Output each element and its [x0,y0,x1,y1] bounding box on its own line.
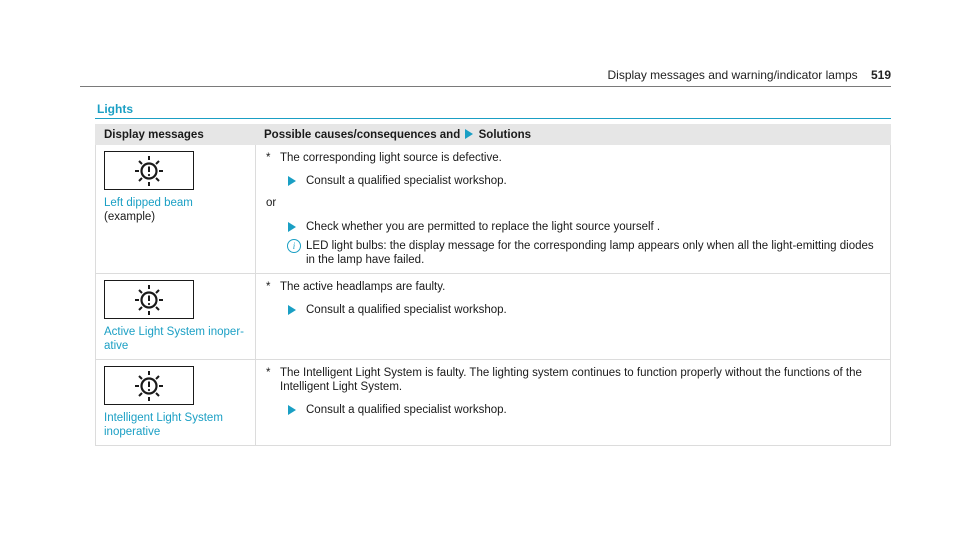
cause-line [266,280,880,294]
arrow-right-icon [288,176,296,186]
note-line [266,239,880,267]
table-row [96,274,891,360]
light-fault-icon [104,151,194,190]
solution-cell [256,274,891,360]
top-rule [80,86,891,87]
cause-text: The Intelligent Light System is faulty. The lighting system continues to function properly without the functions of the Intelligent Light System. [280,367,862,393]
cause-line [266,366,880,394]
action-line [266,174,880,188]
arrow-right-icon [288,222,296,232]
solution-cell [256,360,891,446]
arrow-right-icon [288,405,296,415]
message-cell [96,274,256,360]
section-title: Lights [97,102,133,116]
info-icon: i [287,239,301,253]
action-line [266,220,880,234]
col-display-messages: Display messages [96,125,256,145]
action-text: Check whether you are permitted to replace the light source yourself . [306,221,661,233]
section-rule [95,118,891,119]
col-causes-solutions: Possible causes/consequences and Solutions [256,125,891,145]
light-fault-icon [104,280,194,319]
cause-line [266,151,880,165]
arrow-right-icon [288,305,296,315]
solution-cell [256,145,891,274]
table-row [96,145,891,274]
action-text: Consult a qualified specialist workshop. [306,304,507,316]
message-cell [96,360,256,446]
or-text: or [266,197,277,209]
display-messages-table [95,124,891,446]
action-text: Consult a qualified specialist workshop. [306,404,507,416]
arrow-right-icon [465,129,473,139]
action-text: Consult a qualified specialist workshop. [306,175,507,187]
page-header [608,68,892,82]
cause-text: The active headlamps are faulty. [280,281,446,293]
note-text: LED light bulbs: the display message for the corresponding lamp appears only when all the light-emitting diodes in the lamp have failed. [306,240,874,266]
action-line [266,403,880,417]
message-name: Intelligent Light System inoperative [104,412,223,438]
bullet: * [266,367,271,379]
light-fault-icon [104,366,194,405]
cause-text: The corresponding light source is defective. [280,152,502,164]
table-header-row [96,125,891,145]
header-title: Display messages and warning/indicator lamps [607,68,858,82]
message-name: Active Light System inoper-ative [104,326,244,352]
action-line [266,303,880,317]
bullet: * [266,152,271,164]
message-cell [96,145,256,274]
bullet: * [266,281,271,293]
message-note: (example) [104,211,156,223]
table-row [96,360,891,446]
message-name: Left dipped beam [104,197,193,209]
page-number: 519 [870,68,891,82]
